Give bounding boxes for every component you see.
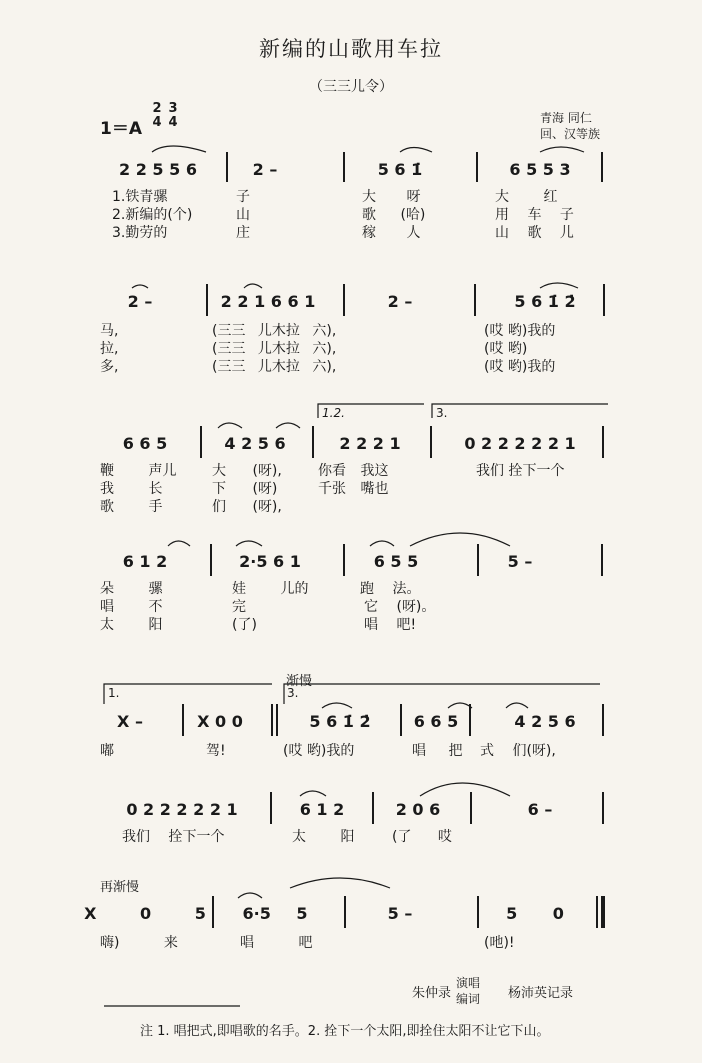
measure-notes: 6 – bbox=[527, 800, 553, 819]
lyric: 多, bbox=[100, 359, 119, 375]
measure-notes: 6 5 5 bbox=[373, 552, 419, 571]
volta-bracket-1-2: 1.2. bbox=[322, 406, 345, 420]
lyric: 子 bbox=[236, 189, 250, 205]
sing-label: 演唱 bbox=[456, 976, 481, 990]
barline bbox=[226, 152, 228, 182]
lyric: (吔)! bbox=[484, 935, 515, 951]
barline bbox=[200, 426, 202, 458]
lyric: (了) bbox=[232, 617, 257, 633]
repeat-barline bbox=[276, 704, 278, 736]
lyric: 歌 (哈) bbox=[362, 207, 426, 223]
lyric: (三三 儿木拉 六), bbox=[212, 359, 337, 375]
barline bbox=[212, 896, 214, 928]
measure-notes: 6 6 5 bbox=[413, 712, 459, 731]
measure-notes: 6 1 2 bbox=[122, 552, 168, 571]
barline bbox=[601, 152, 603, 182]
lyric: 下 (呀) bbox=[212, 481, 278, 497]
tempo-marking: 渐慢 bbox=[286, 674, 313, 689]
lyric: 娃 儿的 bbox=[232, 581, 309, 597]
lyric: 稼 人 bbox=[362, 225, 421, 241]
time-sig-numerator: 3 bbox=[168, 101, 178, 116]
lyric: 马, bbox=[100, 323, 119, 339]
lyric: 式 们(呀), bbox=[480, 743, 556, 759]
lyric: 歌 手 bbox=[100, 499, 163, 515]
barline bbox=[270, 792, 272, 824]
time-sig-numerator: 2 bbox=[152, 101, 162, 116]
barline bbox=[603, 284, 605, 316]
lyric: 拉, bbox=[100, 341, 119, 357]
barline bbox=[477, 896, 479, 928]
measure-notes: 2 2 5 5 6 bbox=[119, 160, 197, 179]
lyric: 唱 吧! bbox=[364, 617, 417, 633]
lyric: 唱 吧 bbox=[240, 935, 313, 951]
lyric: 鞭 声儿 bbox=[100, 463, 177, 479]
performer-name: 朱仲录 bbox=[412, 986, 452, 1001]
lyric: 千张 嘴也 bbox=[318, 481, 389, 497]
measure-notes: 0 2 2 2 2 2 1 bbox=[464, 434, 576, 453]
lyric: 太 阳 bbox=[292, 829, 355, 845]
barline bbox=[312, 426, 314, 458]
volta-bracket-1: 1. bbox=[108, 686, 120, 700]
lyric: 们 (呀), bbox=[212, 499, 282, 515]
lyric: 山 歌 儿 bbox=[495, 225, 574, 241]
key-signature: 1＝A bbox=[100, 119, 142, 139]
final-barline bbox=[596, 896, 598, 928]
lyric: 嗨) 来 bbox=[100, 935, 178, 951]
origin-ethnicity: 回、汉等族 bbox=[540, 127, 601, 141]
lyric: 跑 法。 bbox=[360, 581, 421, 597]
barline bbox=[430, 426, 432, 458]
lyric: 大 (呀), bbox=[212, 463, 282, 479]
time-signature-3-4 bbox=[166, 102, 180, 130]
lyric: 大 呀 bbox=[362, 189, 421, 205]
barline bbox=[343, 544, 345, 576]
final-barline bbox=[601, 896, 605, 928]
measure-notes: 4 2 5 6 bbox=[224, 434, 286, 453]
song-origin bbox=[540, 110, 600, 142]
measure-notes: X 0 5 bbox=[84, 904, 206, 923]
lyric: 用 车 子 bbox=[495, 207, 574, 223]
barline bbox=[469, 704, 471, 736]
repeat-barline bbox=[271, 704, 273, 736]
measure-notes: 2 – bbox=[387, 292, 413, 311]
lyric: (三三 儿木拉 六), bbox=[212, 341, 337, 357]
barline bbox=[470, 792, 472, 824]
lyric: (了 哎 bbox=[392, 829, 452, 845]
lyric: 嘟 bbox=[100, 743, 114, 759]
measure-notes: 2 – bbox=[127, 292, 153, 311]
lyric: 1.铁青骡 bbox=[112, 189, 168, 205]
lyric: 大 红 bbox=[495, 189, 558, 205]
measure-notes: 5 – bbox=[507, 552, 533, 571]
tempo-marking: 再渐慢 bbox=[100, 880, 140, 895]
song-subtitle: （三三儿令） bbox=[309, 79, 393, 95]
measure-notes: 6 6 5 bbox=[122, 434, 168, 453]
barline bbox=[344, 896, 346, 928]
measure-notes: 5 6 1̇ bbox=[377, 160, 423, 179]
lyric: 我们 拴下一个 bbox=[122, 829, 225, 845]
lyric: 我们 拴下一个 bbox=[476, 463, 565, 479]
barline bbox=[206, 284, 208, 316]
measure-notes: 4 2 5 6 bbox=[514, 712, 576, 731]
barline bbox=[476, 152, 478, 182]
measure-notes: 5 – bbox=[387, 904, 413, 923]
barline bbox=[474, 284, 476, 316]
lyric: 你看 我这 bbox=[318, 463, 389, 479]
barline bbox=[477, 544, 479, 576]
footnote: 注 1. 唱把式,即唱歌的名手。2. 拴下一个太阳,即拴住太阳不让它下山。 bbox=[140, 1024, 550, 1039]
barline bbox=[372, 792, 374, 824]
measure-notes: 6·5 5 bbox=[242, 904, 308, 923]
measure-notes: X – bbox=[117, 712, 143, 731]
barline bbox=[601, 544, 603, 576]
lyric: 唱 不 bbox=[100, 599, 163, 615]
lyric: 2.新编的(个) bbox=[112, 207, 193, 223]
barline bbox=[602, 704, 604, 736]
lyric: (哎 哟)我的 bbox=[283, 743, 355, 759]
lyric: 唱 把 bbox=[412, 743, 463, 759]
lyric: 我 长 bbox=[100, 481, 163, 497]
lyric: (哎 哟)我的 bbox=[484, 359, 556, 375]
volta-bracket-3: 3. bbox=[436, 406, 448, 420]
barline bbox=[400, 704, 402, 736]
lyric: (哎 哟)我的 bbox=[484, 323, 556, 339]
measure-notes: X 0 0 bbox=[197, 712, 243, 731]
lyric: 完 bbox=[232, 599, 246, 615]
measure-notes: 5 6 1̇ 2̇ bbox=[309, 712, 371, 731]
measure-notes: 6 5 5 3 bbox=[509, 160, 571, 179]
barline bbox=[602, 792, 604, 824]
barline bbox=[182, 704, 184, 736]
lyric: 它 (呀)。 bbox=[364, 599, 436, 615]
lyric: 朵 骡 bbox=[100, 581, 163, 597]
measure-notes: 2 2 2 1 bbox=[339, 434, 401, 453]
measure-notes: 2 0 6 bbox=[395, 800, 441, 819]
measure-notes: 5 0 bbox=[506, 904, 564, 923]
barline bbox=[343, 152, 345, 182]
lyric: 太 阳 bbox=[100, 617, 163, 633]
barline bbox=[602, 426, 604, 458]
measure-notes: 2 – bbox=[252, 160, 278, 179]
lyric: 驾! bbox=[206, 743, 226, 759]
volta-bracket-3: 3. bbox=[287, 686, 299, 700]
measure-notes: 2 2 1 6 6 1 bbox=[220, 292, 316, 311]
measure-notes: 5 6 1̇ 2̇ bbox=[514, 292, 576, 311]
lyric: 3.勤劳的 bbox=[112, 225, 168, 241]
lyric: (哎 哟) bbox=[484, 341, 528, 357]
lyric: (三三 儿木拉 六), bbox=[212, 323, 337, 339]
time-signature-2-4 bbox=[150, 102, 164, 130]
time-sig-denominator: 4 bbox=[168, 115, 178, 130]
lyric-label: 编词 bbox=[456, 992, 481, 1006]
lyric: 山 bbox=[236, 207, 250, 223]
time-sig-denominator: 4 bbox=[152, 115, 162, 130]
measure-notes: 2·5 6 1 bbox=[239, 552, 301, 571]
measure-notes: 0 2 2 2 2 2 1 bbox=[126, 800, 238, 819]
measure-notes: 6 1 2 bbox=[299, 800, 345, 819]
barline bbox=[343, 284, 345, 316]
lyric: 庄 bbox=[236, 225, 250, 241]
origin-region: 青海 同仁 bbox=[540, 111, 592, 125]
barline bbox=[210, 544, 212, 576]
song-title: 新编的山歌用车拉 bbox=[259, 37, 443, 61]
recorder-credit: 杨沛英记录 bbox=[508, 986, 574, 1001]
